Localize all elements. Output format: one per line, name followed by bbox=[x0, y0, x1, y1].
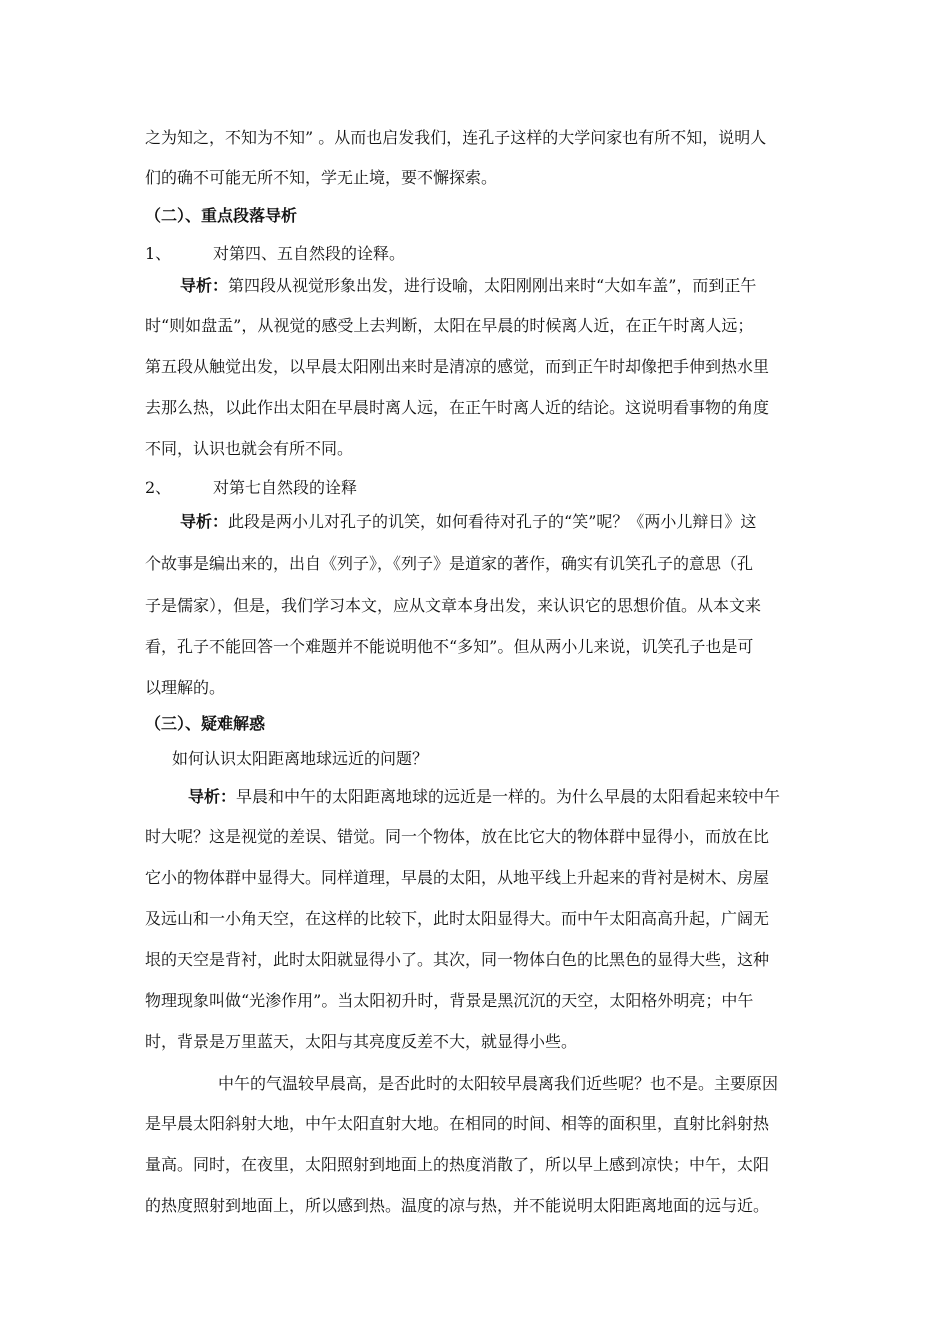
section-3-line-5: 垠的天空是背衬，此时太阳就显得小了。其次，同一物体白色的比黑色的显得大些，这种 bbox=[145, 950, 770, 969]
section-heading-2: （二）、重点段落导析 bbox=[145, 206, 298, 225]
section-3-lead: 导析： bbox=[188, 787, 237, 806]
intro-line-2: 们的确不可能无所不知，学无止境，要不懈探索。 bbox=[145, 168, 498, 187]
item-2-lead: 导析： bbox=[180, 512, 229, 531]
section-3-p2-line-2: 是早晨太阳斜射大地，中午太阳直射大地。在相同的时间、相等的面积里，直射比斜射热 bbox=[145, 1114, 770, 1133]
item-1-text-1: 第四段从视觉形象出发，进行设喻，太阳刚刚出来时“大如车盖”，而到正午 bbox=[228, 276, 757, 295]
section-3-line-7: 时，背景是万里蓝天，太阳与其亮度反差不大，就显得小些。 bbox=[145, 1032, 578, 1051]
section-3-line-1 bbox=[188, 787, 780, 807]
item-1-number: 1、 bbox=[145, 244, 172, 263]
section-3-p2-line-1: 中午的气温较早晨高，是否此时的太阳较早晨离我们近些呢？也不是。主要原因 bbox=[218, 1074, 779, 1093]
item-1-heading bbox=[145, 244, 405, 264]
item-1-line-4: 去那么热，以此作出太阳在早晨时离人远，在正午时离人近的结论。这说明看事物的角度 bbox=[145, 398, 770, 417]
item-2-heading bbox=[145, 478, 357, 498]
item-2-line-5: 以理解的。 bbox=[145, 678, 226, 697]
item-2-text-1: 此段是两小儿对孔子的讥笑，如何看待对孔子的“笑”呢？《两小儿辩日》这 bbox=[228, 512, 757, 531]
item-2-line-3: 子是儒家），但是，我们学习本文，应从文章本身出发，来认识它的思想价值。从本文来 bbox=[145, 596, 762, 615]
section-heading-3: （三）、疑难解惑 bbox=[145, 714, 266, 733]
item-2-number: 2、 bbox=[145, 478, 172, 497]
section-3-question: 如何认识太阳距离地球远近的问题？ bbox=[172, 749, 429, 768]
item-1-line-3: 第五段从触觉出发，以早晨太阳刚出来时是清凉的感觉，而到正午时却像把手伸到热水里 bbox=[145, 357, 770, 376]
intro-line-1: 之为知之，不知为不知” 。从而也启发我们，连孔子这样的大学问家也有所不知，说明人 bbox=[145, 128, 767, 147]
section-3-line-6: 物理现象叫做“光渗作用”。当太阳初升时，背景是黑沉沉的天空，太阳格外明亮；中午 bbox=[145, 991, 754, 1010]
item-2-line-1 bbox=[180, 512, 756, 532]
item-1-title: 对第四、五自然段的诠释。 bbox=[213, 244, 406, 263]
section-3-line-4: 及远山和一小角天空，在这样的比较下，此时太阳显得大。而中午太阳高高升起，广阔无 bbox=[145, 909, 770, 928]
item-2-title: 对第七自然段的诠释 bbox=[213, 478, 358, 497]
item-2-line-2: 个故事是编出来的，出自《列子》，《列子》是道家的著作，确实有讥笑孔子的意思（孔 bbox=[145, 554, 754, 573]
item-1-lead: 导析： bbox=[180, 276, 229, 295]
section-3-p2-line-3: 量高。同时，在夜里，太阳照射到地面上的热度消散了，所以早上感到凉快；中午，太阳 bbox=[145, 1155, 770, 1174]
section-3-text-1: 早晨和中午的太阳距离地球的远近是一样的。为什么早晨的太阳看起来较中午 bbox=[236, 787, 781, 806]
section-3-line-3: 它小的物体群中显得大。同样道理，早晨的太阳，从地平线上升起来的背衬是树木、房屋 bbox=[145, 868, 770, 887]
section-3-line-2: 时大呢？这是视觉的差误、错觉。同一个物体，放在比它大的物体群中显得小，而放在比 bbox=[145, 827, 770, 846]
item-1-line-2: 时“则如盘盂”，从视觉的感受上去判断，太阳在早晨的时候离人近，在正午时离人远； bbox=[145, 316, 754, 335]
item-1-line-5: 不同，认识也就会有所不同。 bbox=[145, 439, 354, 458]
item-2-line-4: 看，孔子不能回答一个难题并不能说明他不“多知”。但从两小儿来说，讥笑孔子也是可 bbox=[145, 637, 754, 656]
item-1-line-1 bbox=[180, 276, 756, 296]
section-3-p2-line-4: 的热度照射到地面上，所以感到热。温度的凉与热，并不能说明太阳距离地面的远与近。 bbox=[145, 1196, 770, 1215]
